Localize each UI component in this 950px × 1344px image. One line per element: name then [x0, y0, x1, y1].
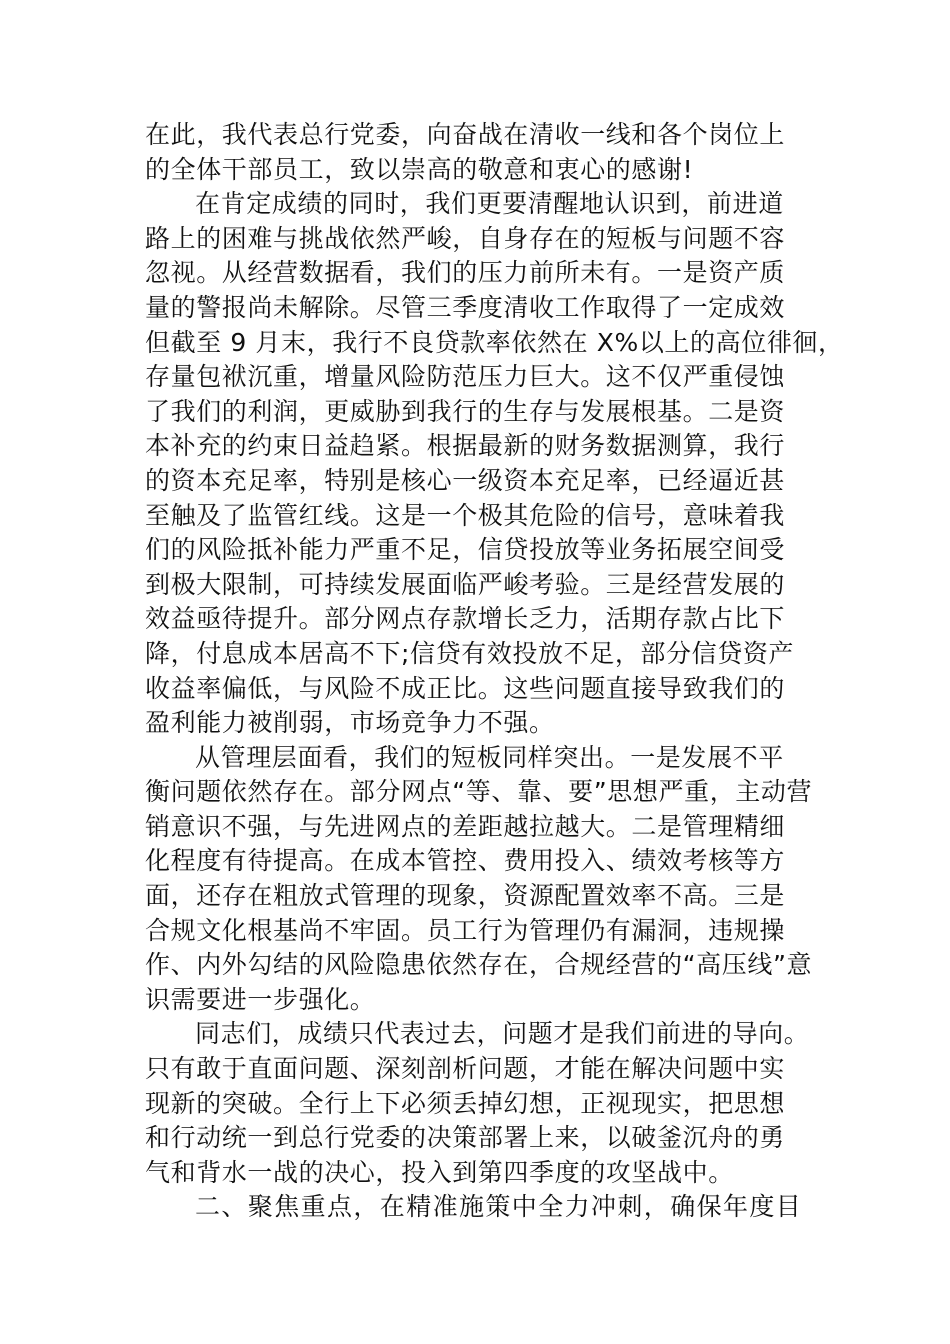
text-line: 从管理层面看，我们的短板同样突出。一是发展不平	[195, 742, 784, 772]
section-heading	[145, 1190, 811, 1225]
text-line: 量的警报尚未解除。尽管三季度清收工作取得了一定成效	[145, 292, 786, 322]
paragraph-call-to-action	[145, 1017, 811, 1190]
text-line: 和行动统一到总行党委的决策部署上来，以破釜沉舟的勇	[145, 1123, 786, 1153]
text-line: 气和背水一战的决心，投入到第四季度的攻坚战中。	[145, 1157, 734, 1187]
paragraph-management-weakness	[145, 741, 811, 1018]
text-line: 同志们，成绩只代表过去，问题才是我们前进的导向。	[195, 1019, 810, 1049]
text-line: 盈利能力被削弱，市场竞争力不强。	[145, 708, 555, 738]
text-line: 至触及了监管红线。这是一个极其危险的信号，意味着我	[145, 500, 786, 530]
document-body	[145, 118, 844, 1225]
text-line: 忽视。从经营数据看，我们的压力前所未有。一是资产质	[145, 258, 786, 288]
text-line: 的资本充足率，特别是核心一级资本充足率，已经逼近甚	[145, 465, 786, 495]
text-line: 面，还存在粗放式管理的现象，资源配置效率不高。三是	[145, 881, 786, 911]
text-line: 到极大限制，可持续发展面临严峻考验。三是经营发展的	[145, 569, 786, 599]
text-line: 路上的困难与挑战依然严峻，自身存在的短板与问题不容	[145, 223, 786, 253]
text-line: 合规文化根基尚不牢固。员工行为管理仍有漏洞，违规操	[145, 915, 786, 945]
text-line: 在肯定成绩的同时，我们更要清醒地认识到，前进道	[195, 189, 784, 219]
text-line: 了我们的利润，更威胁到我行的生存与发展根基。二是资	[145, 396, 786, 426]
text-line: 收益率偏低，与风险不成正比。这些问题直接导致我们的	[145, 673, 786, 703]
text-line: 识需要进一步强化。	[145, 984, 376, 1014]
heading-line: 二、聚焦重点，在精准施策中全力冲刺，确保年度目	[195, 1192, 803, 1222]
text-line: 本补充的约束日益趋紧。根据最新的财务数据测算，我行	[145, 431, 786, 461]
text-line: 作、内外勾结的风险隐患依然存在，合规经营的“高压线”意	[145, 950, 813, 980]
text-line: 销意识不强，与先进网点的差距越拉越大。二是管理精细	[145, 811, 786, 841]
text-line: 们的风险抵补能力严重不足，信贷投放等业务拓展空间受	[145, 535, 786, 565]
paragraph-thanks	[145, 118, 811, 187]
text-line: 现新的突破。全行上下必须丢掉幻想，正视现实，把思想	[145, 1088, 786, 1118]
text-line: 在此，我代表总行党委，向奋战在清收一线和各个岗位上	[145, 120, 786, 149]
text-line: 化程度有待提高。在成本管控、费用投入、绩效考核等方	[145, 846, 786, 876]
paragraph-business-pressure	[145, 187, 844, 741]
text-line: 存量包袱沉重，增量风险防范压力巨大。这不仅严重侵蚀	[145, 362, 786, 392]
text-line: 降，付息成本居高不下;信贷有效投放不足，部分信贷资产	[145, 638, 795, 668]
text-line: 衡问题依然存在。部分网点“等、靠、要”思想严重，主动营	[145, 777, 813, 807]
text-line: 只有敢于直面问题、深刻剖析问题，才能在解决问题中实	[145, 1054, 786, 1084]
text-line: 效益亟待提升。部分网点存款增长乏力，活期存款占比下	[145, 604, 786, 634]
text-line: 但截至 9 月末，我行不良贷款率依然在 X%以上的高位徘徊，	[145, 327, 844, 357]
text-line: 的全体干部员工，致以崇高的敬意和衷心的感谢!	[145, 154, 694, 184]
